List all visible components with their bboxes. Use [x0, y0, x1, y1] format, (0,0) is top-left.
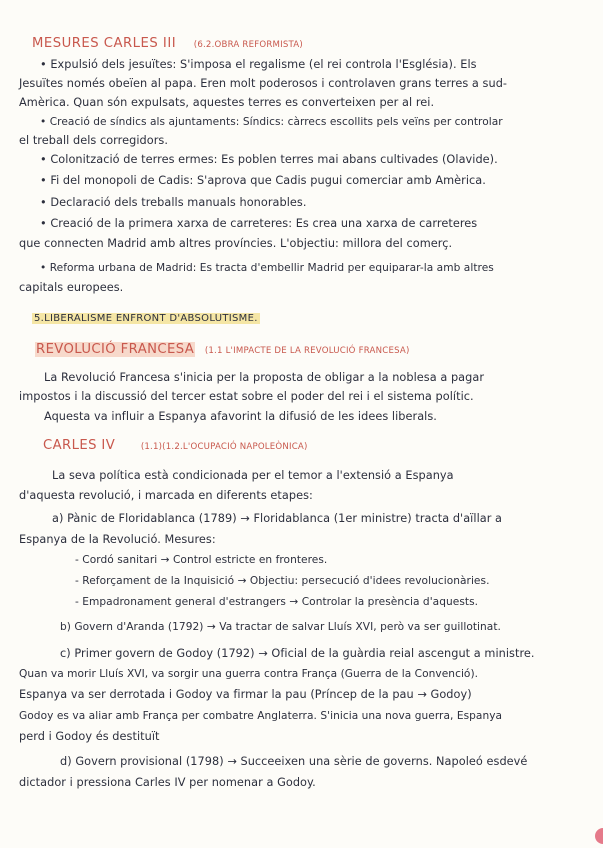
note-line: • Fi del monopoli de Cadis: S'aprova que Cadis pugui comerciar amb Amèrica. — [40, 174, 486, 187]
note-line: La Revolució Francesa s'inicia per la proposta de obligar a la noblesa a pagar — [44, 371, 485, 384]
heading-title: REVOLUCIÓ FRANCESA — [36, 342, 195, 357]
note-line: perd i Godoy és destituït — [19, 730, 160, 743]
note-line: • Declaració dels treballs manuals honorables. — [40, 196, 307, 209]
heading-subtitle: (6.2.OBRA REFORMISTA) — [193, 40, 303, 50]
note-line: • Creació de la primera xarxa de carreteres: Es crea una xarxa de carreteres — [40, 217, 478, 230]
note-line: Espanya va ser derrotada i Godoy va firmar la pau (Príncep de la pau → Godoy) — [19, 688, 472, 701]
note-line: Quan va morir Lluís XVI, va sorgir una guerra contra França (Guerra de la Convenció). — [19, 668, 479, 680]
note-line: - Reforçament de la Inquisició → Objectiu: persecució d'idees revolucionàries. — [75, 575, 490, 587]
note-line: Espanya de la Revolució. Mesures: — [19, 533, 216, 546]
section-heading-liberalisme — [32, 312, 260, 326]
note-line: impostos i la discussió del tercer estat sobre el poder del rei i el sistema polític. — [19, 390, 474, 403]
note-line: que connecten Madrid amb altres províncies. L'objectiu: millora del comerç. — [19, 237, 453, 250]
heading-title: MESURES CARLES III — [32, 36, 177, 51]
note-line: • Reforma urbana de Madrid: Es tracta d'embellir Madrid per equiparar-la amb altres — [40, 262, 494, 274]
heading-subtitle: (1.1)(1.2.L'OCUPACIÓ NAPOLEÒNICA) — [140, 442, 308, 452]
note-line: • Creació de síndics als ajuntaments: Síndics: càrrecs escollits pels veïns per controlar — [40, 116, 503, 128]
corner-sticker — [595, 828, 603, 844]
note-line: d'aquesta revolució, i marcada en diferents etapes: — [19, 489, 313, 502]
note-line: Amèrica. Quan són expulsats, aquestes terres es converteixen per al rei. — [19, 96, 435, 109]
note-line: Godoy es va aliar amb França per combatre Anglaterra. S'inicia una nova guerra, Espanya — [19, 710, 503, 722]
heading-title: CARLES IV — [43, 438, 116, 453]
note-line: b) Govern d'Aranda (1792) → Va tractar de salvar Lluís XVI, però va ser guillotinat. — [60, 621, 501, 633]
heading-carles-iv — [43, 439, 308, 454]
note-line: - Cordó sanitari → Control estricte en fronteres. — [75, 554, 328, 566]
note-line: Aquesta va influir a Espanya afavorint la difusió de les idees liberals. — [44, 410, 437, 423]
note-line: La seva política està condicionada per el temor a l'extensió a Espanya — [52, 469, 454, 482]
note-line: Jesuïtes només obeïen al papa. Eren molt poderosos i controlaven grans terres a sud- — [19, 77, 508, 90]
note-line: • Expulsió dels jesuïtes: S'imposa el regalisme (el rei controla l'Església). Els — [40, 58, 477, 71]
note-line: dictador i pressiona Carles IV per nomenar a Godoy. — [19, 776, 316, 789]
note-line: - Empadronament general d'estrangers → Controlar la presència d'aquests. — [75, 596, 479, 608]
note-line: d) Govern provisional (1798) → Succeeixen una sèrie de governs. Napoleó esdevé — [60, 755, 528, 768]
section-heading-text: 5.LIBERALISME ENFRONT D'ABSOLUTISME. — [34, 313, 258, 324]
heading-mesures-carles-iii — [32, 37, 303, 52]
note-line: el treball dels corregidors. — [19, 134, 168, 147]
note-line: capitals europees. — [19, 281, 124, 294]
note-line: c) Primer govern de Godoy (1792) → Oficial de la guàrdia reial ascengut a ministre. — [60, 647, 535, 660]
heading-revolucio-francesa — [35, 343, 410, 358]
heading-subtitle: (1.1 L'IMPACTE DE LA REVOLUCIÓ FRANCESA) — [204, 346, 410, 356]
note-line: • Colonització de terres ermes: Es poblen terres mai abans cultivades (Olavide). — [40, 153, 498, 166]
note-line: a) Pànic de Floridablanca (1789) → Floridablanca (1er ministre) tracta d'aïllar a — [52, 512, 503, 525]
